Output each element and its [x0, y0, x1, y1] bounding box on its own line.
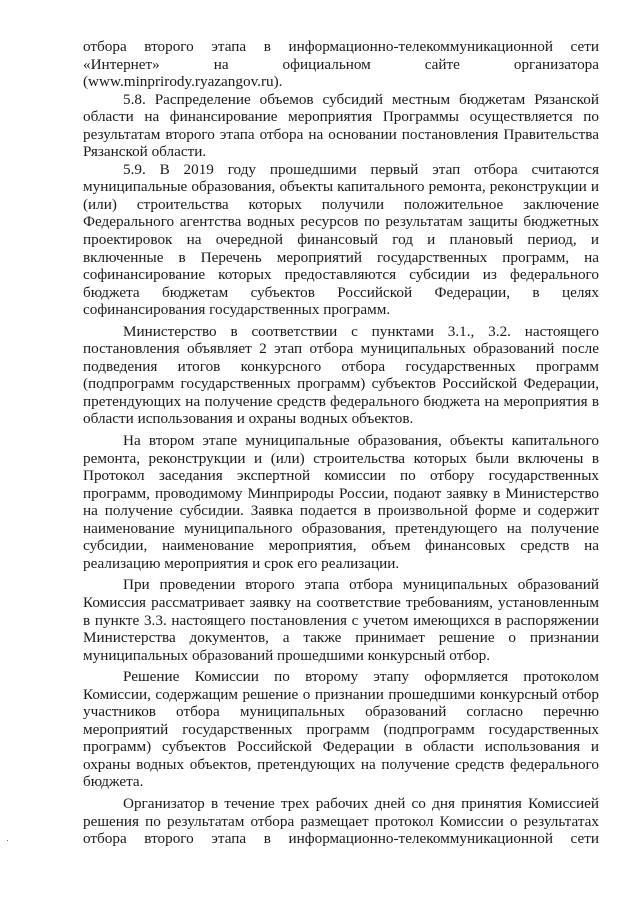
- paragraph-5-9: 5.9. В 2019 году прошедшими первый этап отбора считаются муниципальные образования, объекты капитального ремонта, реконструкции и (или) строительства которых получили положительное заключение Федерального агентства водных ресурсов по результатам защиты бюджетных проектировок на очередной финансовый год и плановый период, и включенные в Перечень мероприятий государственных программ, на софинансирование которых предоставляются субсидии из федерального бюджета бюджетам субъектов Российской Федерации, в целях софинансирования государственных программ.: [83, 160, 599, 319]
- paragraph-continuation: отбора второго этапа в информационно-телекоммуникационной сети «Интернет» на официальном сайте организатора (www.minprirody.ryazangov.ru).: [83, 38, 599, 91]
- paragraph-ministry-announcement: Министерство в соответствии с пунктами 3.1., 3.2. настоящего постановления объявляет 2 этап отбора муниципальных образований после подведения итогов конкурсного отбора государственных программ (подпрограмм государственных программ) субъектов Российской Федерации, претендующих на получение средств федерального бюджета на мероприятия в области использования и охраны водных объектов.: [83, 322, 599, 428]
- paragraph-second-stage-application: На втором этапе муниципальные образования, объекты капитального ремонта, реконструкции и (или) строительства которых были включены в Протокол заседания экспертной комиссии по отбору государственных программ, проводимому Минприроды России, подают заявку в Министерство на получение субсидии. Заявка подается в произвольной форме и содержит наименование муниципального образования, претендующего на получение субсидии, наименование мероприятия, объем финансовых средств на реализацию мероприятия и срок его реализации.: [83, 432, 599, 572]
- paragraph-5-8: 5.8. Распределение объемов субсидий местным бюджетам Рязанской области на финансирование мероприятия Программы осуществляется по результатам второго этапа отбора на основании постановления Правительства Рязанской области.: [83, 90, 599, 161]
- paragraph-organizer-publication: Организатор в течение трех рабочих дней со дня принятия Комиссией решения по результатам отбора размещает протокол Комиссии о результатах отбора второго этапа в информационно-телекоммуникационной сети: [83, 794, 599, 848]
- paragraph-commission-review: При проведении второго этапа отбора муниципальных образований Комиссия рассматривает заявку на соответствие требованиям, установленным в пункте 3.3. настоящего постановления с учетом имеющихся в распоряжении Министерства документов, а также принимает решение о признании муниципальных образований прошедшими конкурсный отбор.: [83, 576, 599, 664]
- scan-speck: [7, 840, 8, 841]
- paragraph-commission-decision: Решение Комиссии по второму этапу оформляется протоколом Комиссии, содержащим решение о признании прошедшими конкурсный отбор участников отбора муниципальных образований согласно перечню мероприятий государственных программ (подпрограмм государственных программ) субъектов Российской Федерации в области использования и охраны водных объектов, претендующих на получение средств федерального бюджета.: [83, 668, 599, 791]
- document-body: [83, 38, 599, 848]
